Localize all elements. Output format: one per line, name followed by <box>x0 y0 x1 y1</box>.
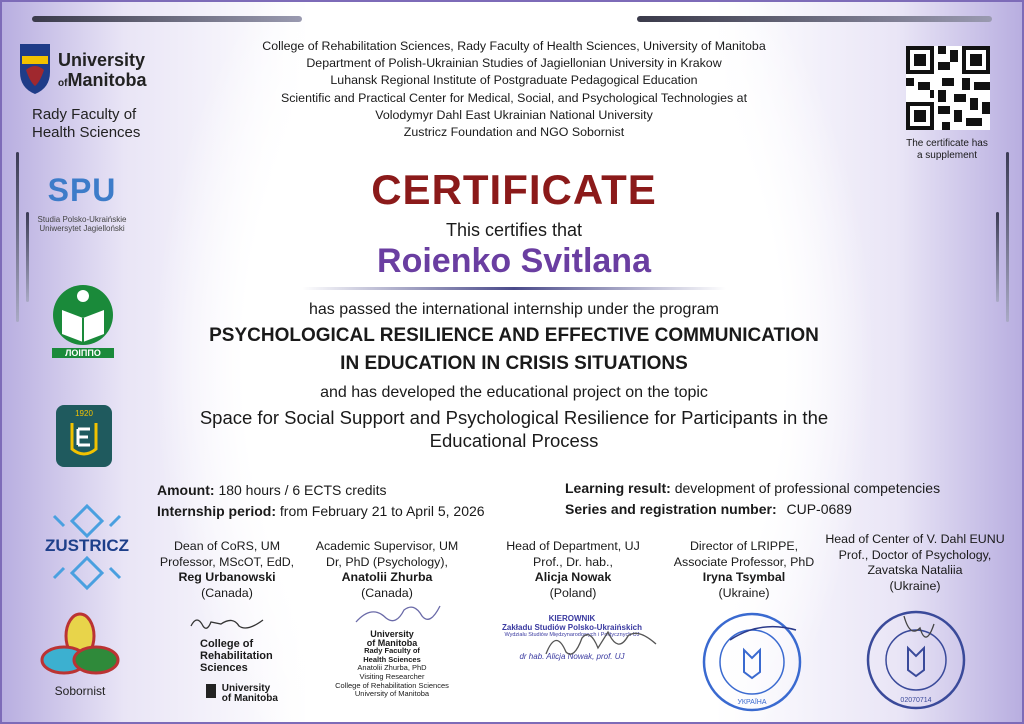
name-underline <box>302 287 726 290</box>
period-label: Internship period: <box>157 503 276 519</box>
eunu-year: 1920 <box>75 409 93 418</box>
lrippe-seal-icon <box>700 610 804 714</box>
sig3-name: Alicja Nowak <box>534 570 612 584</box>
program-line1: PSYCHOLOGICAL RESILIENCE AND EFFECTIVE COMMUNICATION <box>209 325 819 346</box>
amount-value: 180 hours / 6 ECTS credits <box>218 482 387 498</box>
sobornist-logo <box>38 612 122 702</box>
sig4-line1: Director of LRIPPE, <box>689 539 799 553</box>
um-name-line1: University <box>58 50 146 70</box>
sig1-line2: Professor, MScOT, EdD, <box>159 554 295 569</box>
sig3-country: (Poland) <box>549 585 597 600</box>
period-row <box>157 503 485 519</box>
header-line-2: Department of Polish-Ukrainian Studies of Jagiellonian University in Krakow <box>306 56 722 71</box>
zh-line1: University <box>370 629 414 639</box>
um-of: of <box>58 78 68 89</box>
zh-line5: Anatolii Zhurba, PhD <box>357 663 427 673</box>
project-topic <box>2 406 1024 452</box>
header-line-4: Scientific and Practical Center for Medical, Social, and Psychological Technologies at <box>280 90 748 105</box>
signatory-2 <box>312 539 462 601</box>
header-line-1: College of Rehabilitation Sciences, Rady Faculty of Health Sciences, University of Manitoba <box>262 39 766 53</box>
signatory-1 <box>152 539 302 601</box>
topic-line1: Space for Social Support and Psychological Resilience for Participants in the <box>199 407 829 428</box>
zustricz-label: ZUSTRICZ <box>44 536 130 555</box>
certifies-text: This certifies that <box>445 220 583 240</box>
sig2-line1: Academic Supervisor, UM <box>315 539 459 553</box>
certificate-title: CERTIFICATE <box>371 166 657 213</box>
amount-row <box>157 482 387 498</box>
cors-line3: Sciences <box>200 662 248 674</box>
um-manitoba: Manitoba <box>67 70 147 90</box>
sobornist-label: Sobornist <box>54 684 106 698</box>
learning-value: development of professional competencies <box>674 480 941 496</box>
header-line-3: Luhansk Regional Institute of Postgraduate Pedagogical Education <box>330 73 698 88</box>
series-label: Series and registration number: <box>565 501 777 517</box>
um-small-text <box>222 684 278 704</box>
sig3-line1: Head of Department, UJ <box>506 539 640 553</box>
zh-line8: University of Manitoba <box>354 689 430 699</box>
recipient-name: Roienko Svitlana <box>377 242 651 280</box>
top-left-bar <box>32 16 302 22</box>
header-line-6: Zustricz Foundation and NGO Sobornist <box>403 125 625 140</box>
passed-text: has passed the international internship under the program <box>308 301 720 318</box>
sig4-line2: Associate Professor, PhD <box>673 554 815 569</box>
rady-line1: Rady Faculty of <box>32 106 137 123</box>
sig5-country: (Ukraine) <box>889 578 941 593</box>
learning-row <box>565 480 940 496</box>
zh-line2: of Manitoba <box>366 637 418 648</box>
signature-nowak <box>542 624 662 660</box>
qr-caption-line1: The certificate has <box>906 138 988 149</box>
period-value: from February 21 to April 5, 2026 <box>279 503 485 519</box>
zhurba-stamp <box>332 630 452 699</box>
cors-line2: Rehabilitation <box>200 650 273 662</box>
sig1-country: (Canada) <box>201 585 253 600</box>
series-value: CUP-0689 <box>786 501 852 517</box>
kier-line3: Wydziału Studiów Międzynarodowych i Politycznych UJ <box>504 632 640 638</box>
eunu-seal-icon <box>864 608 968 712</box>
sobornist-triquetra-icon <box>38 612 122 682</box>
spu-line1: Studia Polsko-Ukraińskie <box>37 215 127 224</box>
learning-label: Learning result: <box>565 480 671 496</box>
lrippe-seal-text: УКРАЇНА <box>737 699 767 706</box>
um-small-line2: of Manitoba <box>221 693 278 704</box>
sig4-country: (Ukraine) <box>718 585 770 600</box>
sig5-line3: Zavatska Nataliia <box>867 563 963 577</box>
amount-label: Amount: <box>157 482 215 498</box>
zustricz-logo <box>32 502 142 592</box>
qr-caption-line2: a supplement <box>916 150 978 161</box>
signatory-5 <box>820 532 1010 594</box>
cors-stamp <box>200 638 273 674</box>
program-line2: IN EDUCATION IN CRISIS SITUATIONS <box>340 353 688 374</box>
kier-line4: dr hab. Alicja Nowak, prof. UJ <box>519 652 625 661</box>
um-small-crest-icon <box>206 684 216 698</box>
kier-line1: KIEROWNIK <box>548 614 596 623</box>
cors-line1: College of <box>200 638 254 650</box>
sig3-line2: Prof., Dr. hab., <box>533 554 613 569</box>
kier-line2: Zakładu Studiów Polsko-Ukraińskich <box>501 623 643 632</box>
spu-mark: SPU <box>47 172 117 208</box>
qr-code-icon[interactable] <box>906 46 990 130</box>
program-title <box>2 322 1024 378</box>
header-line-5: Volodymyr Dahl East Ukrainian National University <box>375 107 653 122</box>
zh-line6: Visiting Researcher <box>359 671 425 681</box>
zh-line3: Rady Faculty of <box>364 646 420 656</box>
sig5-line1: Head of Center of V. Dahl EUNU <box>825 532 1005 546</box>
developed-text: and has developed the educational project on the topic <box>320 384 708 401</box>
qr-caption <box>882 138 1012 162</box>
signature-zhurba <box>352 600 442 630</box>
um-small-stamp <box>206 684 278 704</box>
institutions-header <box>2 38 1024 141</box>
series-row <box>565 501 852 517</box>
sig4-name: Iryna Tsymbal <box>702 570 786 584</box>
sig2-country: (Canada) <box>361 585 413 600</box>
sig1-line1: Dean of CoRS, UM <box>173 539 281 553</box>
signature-urbanowski <box>187 612 267 634</box>
top-right-bar <box>637 16 992 22</box>
topic-line2: Educational Process <box>429 430 599 451</box>
eunu-seal-code: 02070714 <box>900 697 932 704</box>
spu-line2: Uniwersytet Jagielloński <box>39 224 125 233</box>
rady-line2: Health Sciences <box>32 124 141 141</box>
signatory-3 <box>498 539 648 601</box>
signatory-4 <box>669 539 819 601</box>
um-small-line1: University <box>221 683 271 694</box>
sig5-line2: Prof., Doctor of Psychology, <box>838 547 992 562</box>
sig2-line2: Dr, PhD (Psychology), <box>326 554 448 569</box>
loippo-label: ЛОІППО <box>52 348 114 358</box>
zh-line4: Health Sciences <box>363 654 421 664</box>
sig1-name: Reg Urbanowski <box>178 570 276 584</box>
sig2-name: Anatolii Zhurba <box>341 570 433 584</box>
zh-line7: College of Rehabilitation Sciences <box>335 680 449 690</box>
